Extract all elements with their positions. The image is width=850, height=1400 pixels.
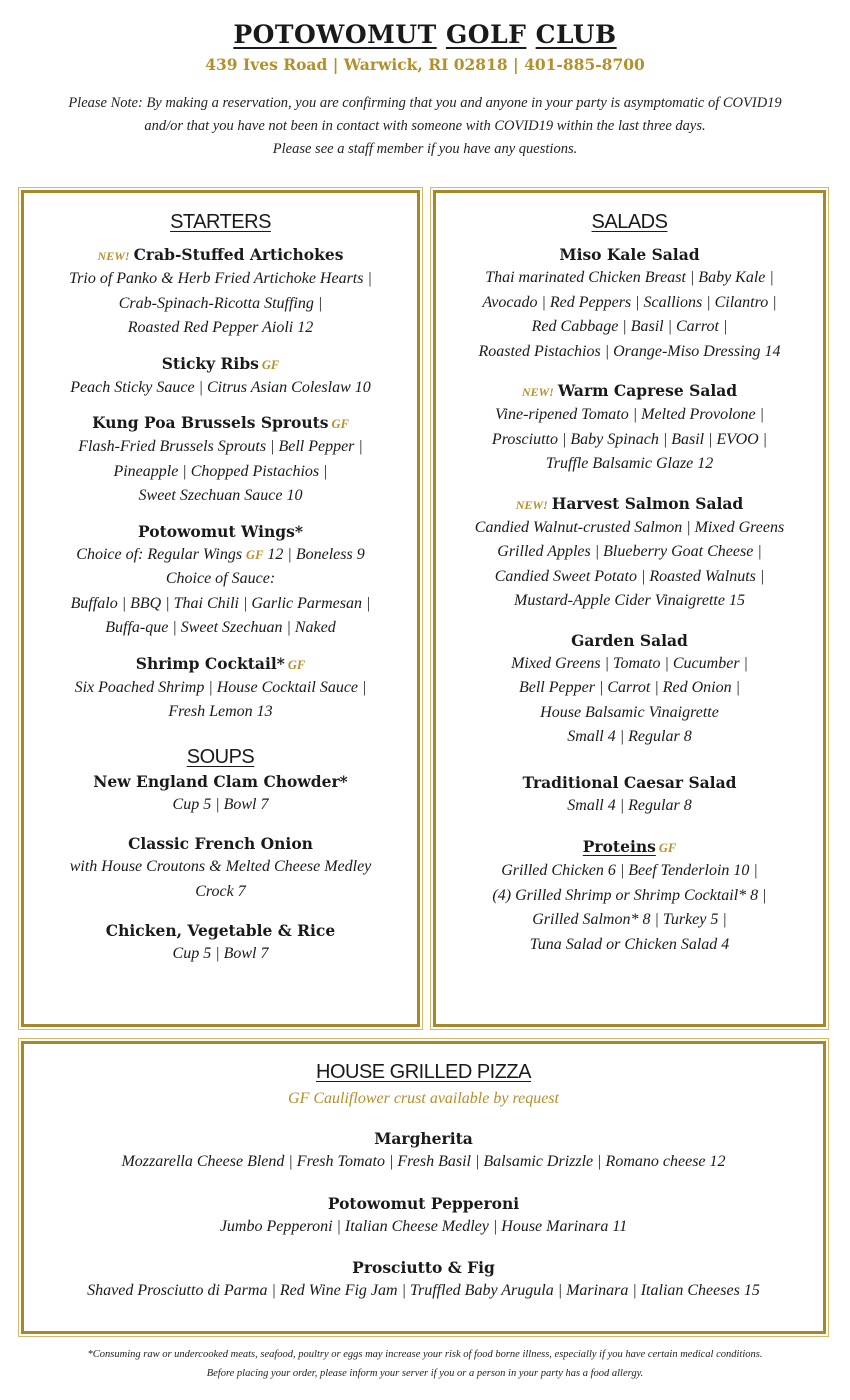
item-desc: Candied Walnut-crusted Salmon | Mixed Greens [474, 518, 785, 536]
club-name-word: GOLF [445, 20, 527, 49]
proteins-block [436, 836, 823, 957]
menu-header [0, 20, 850, 161]
menu-item [24, 920, 417, 967]
item-desc: Buffa-que | Sweet Szechuan | Naked [105, 619, 336, 636]
item-desc: Tuna Salad or Chicken Salad 4 [529, 935, 730, 953]
item-desc: Jumbo Pepperoni | Italian Cheese Medley | House Marinara 11 [219, 1217, 628, 1235]
item-name [24, 244, 417, 267]
new-badge: NEW! [521, 385, 554, 399]
item-desc: Bell Pepper | Carrot | Red Onion | [518, 679, 740, 696]
item-title: Shrimp Cocktail* [135, 653, 285, 673]
item-title: Prosciutto & Fig [352, 1258, 495, 1277]
item-desc: Grilled Salmon* 8 | Turkey 5 | [532, 911, 727, 928]
item-desc: Peach Sticky Sauce | Citrus Asian Coleslaw 10 [70, 378, 371, 396]
item-desc: Crab-Spinach-Ricotta Stuffing | [118, 294, 323, 312]
item-title: Traditional Caesar Salad [522, 772, 737, 792]
item-desc: Red Cabbage | Basil | Carrot | [531, 318, 728, 335]
covid-note [0, 92, 850, 161]
item-desc: Vine-ripened Tomato | Melted Provolone | [494, 406, 765, 423]
menu-item [24, 521, 417, 641]
new-badge: NEW! [97, 249, 130, 263]
item-desc: House Balsamic Vinaigrette [540, 703, 719, 721]
item-title: Kung Poa Brussels Sprouts [92, 413, 329, 432]
item-desc: Six Poached Shrimp | House Cocktail Sauce | [74, 678, 367, 696]
club-address: 439 Ives Road | Warwick, RI 02818 | 401-885-8700 [205, 55, 645, 74]
item-desc: Flash-Fried Brussels Sprouts | Bell Pepper | [78, 438, 363, 455]
menu-item [436, 380, 823, 477]
gf-badge: GF [658, 841, 677, 855]
gf-badge: GF [331, 417, 349, 431]
club-name [0, 20, 850, 49]
item-desc: Thai marinated Chicken Breast | Baby Kale | [485, 269, 774, 286]
menu-item [24, 653, 417, 725]
item-name [24, 412, 417, 435]
gf-badge: GF [287, 657, 306, 672]
menu-item [24, 412, 417, 509]
item-desc: Avocado | Red Peppers | Scallions | Cilantro | [482, 293, 777, 311]
item-desc: Cup 5 | Bowl 7 [172, 795, 269, 813]
gf-badge: GF [246, 547, 264, 562]
item-desc: Roasted Red Pepper Aioli 12 [127, 319, 314, 336]
menu-item [24, 1128, 823, 1175]
club-name-word: CLUB [535, 20, 617, 49]
item-desc: Mustard-Apple Cider Vinaigrette 15 [514, 592, 745, 609]
item-desc: Choice of Sauce: [165, 570, 276, 587]
menu-item [436, 630, 823, 750]
item-title: Potowomut Wings* [138, 521, 303, 541]
item-desc: Truffle Balsamic Glaze 12 [545, 455, 714, 472]
item-desc: Grilled Chicken 6 | Beef Tenderloin 10 | [501, 862, 758, 879]
item-desc: Sweet Szechuan Sauce 10 [138, 487, 303, 504]
item-desc: (4) Grilled Shrimp or Shrimp Cocktail* 8 | [492, 886, 767, 904]
item-desc: Grilled Apples | Blueberry Goat Cheese | [497, 543, 762, 560]
pizza-subtitle: GF Cauliflower crust available by request [288, 1090, 559, 1107]
item-desc: Crock 7 [195, 882, 246, 900]
club-name-word: POTOWOMUT [233, 20, 437, 49]
menu-item [24, 771, 417, 818]
disclaimer-line: Before placing your order, please inform your server if you or a person in your party has a food allergy. [206, 1368, 644, 1379]
pizza-panel [24, 1058, 823, 1316]
proteins-heading: Proteins [582, 837, 656, 856]
starters-heading: STARTERS [170, 211, 271, 233]
menu-item [24, 244, 417, 341]
allergy-disclaimer [0, 1345, 850, 1383]
pizza-heading: HOUSE GRILLED PIZZA [316, 1061, 531, 1083]
item-title: New England Clam Chowder* [93, 771, 348, 791]
item-desc: Trio of Panko & Herb Fried Artichoke Hearts | [69, 270, 372, 287]
item-desc: Pineapple | Chopped Pistachios | [113, 462, 328, 480]
item-name [24, 353, 417, 376]
covid-note-line: Please see a staff member if you have any questions. [272, 141, 578, 157]
item-desc: Shaved Prosciutto di Parma | Red Wine Fig Jam | Truffled Baby Arugula | Marinara | Italian Cheeses 15 [87, 1282, 760, 1299]
item-desc: Small 4 | Regular 8 [567, 796, 692, 814]
item-desc: Mozzarella Cheese Blend | Fresh Tomato | Fresh Basil | Balsamic Drizzle | Romano cheese 12 [121, 1153, 726, 1170]
wings-choice-text: 12 | Boneless 9 [263, 545, 365, 563]
item-name [436, 493, 823, 516]
new-badge: NEW! [515, 497, 548, 512]
menu-item [24, 1257, 823, 1304]
menu-item [24, 1193, 823, 1240]
starters-soups-panel [24, 208, 417, 979]
menu-item [436, 244, 823, 364]
item-desc: Buffalo | BBQ | Thai Chili | Garlic Parmesan | [70, 594, 371, 612]
item-desc: Cup 5 | Bowl 7 [172, 945, 269, 962]
item-title: Warm Caprese Salad [557, 381, 738, 400]
item-title: Potowomut Pepperoni [327, 1193, 520, 1213]
gf-badge: GF [261, 357, 280, 372]
salads-heading: SALADS [591, 211, 668, 233]
item-desc: Roasted Pistachios | Orange-Miso Dressing 14 [478, 342, 781, 360]
menu-item [436, 493, 823, 614]
item-title: Harvest Salmon Salad [551, 493, 744, 513]
salads-panel [436, 208, 823, 969]
item-title: Sticky Ribs [161, 353, 259, 373]
item-desc [24, 543, 417, 568]
item-title: Classic French Onion [128, 834, 313, 853]
item-title: Margherita [374, 1129, 473, 1148]
item-desc: Small 4 | Regular 8 [567, 728, 692, 745]
item-desc: Mixed Greens | Tomato | Cucumber | [511, 654, 748, 672]
disclaimer-line: *Consuming raw or undercooked meats, seafood, poultry or eggs may increase your risk of food borne illness, especially if you have certain medical conditions. [87, 1349, 763, 1360]
covid-note-line: Please Note: By making a reservation, you are confirming that you and anyone in your party is asymptomatic of COVID19 [68, 95, 782, 111]
item-title: Chicken, Vegetable & Rice [105, 921, 336, 940]
item-desc: Candied Sweet Potato | Roasted Walnuts | [494, 567, 765, 585]
item-title: Crab-Stuffed Artichokes [133, 245, 344, 264]
soups-heading: SOUPS [186, 745, 255, 768]
item-desc: with House Croutons & Melted Cheese Medley [69, 858, 372, 875]
covid-note-line: and/or that you have not been in contact with someone with COVID19 within the last three days. [144, 118, 706, 134]
menu-item [24, 833, 417, 904]
item-desc: Prosciutto | Baby Spinach | Basil | EVOO | [491, 430, 768, 448]
item-title: Miso Kale Salad [559, 245, 700, 264]
item-desc: Fresh Lemon 13 [168, 703, 273, 720]
item-name [436, 380, 823, 403]
menu-item [24, 353, 417, 401]
item-title: Garden Salad [571, 630, 688, 650]
menu-item [436, 772, 823, 819]
item-name [24, 653, 417, 676]
wings-choice-text: Choice of: Regular Wings [76, 545, 247, 563]
proteins-heading-row [436, 836, 823, 859]
